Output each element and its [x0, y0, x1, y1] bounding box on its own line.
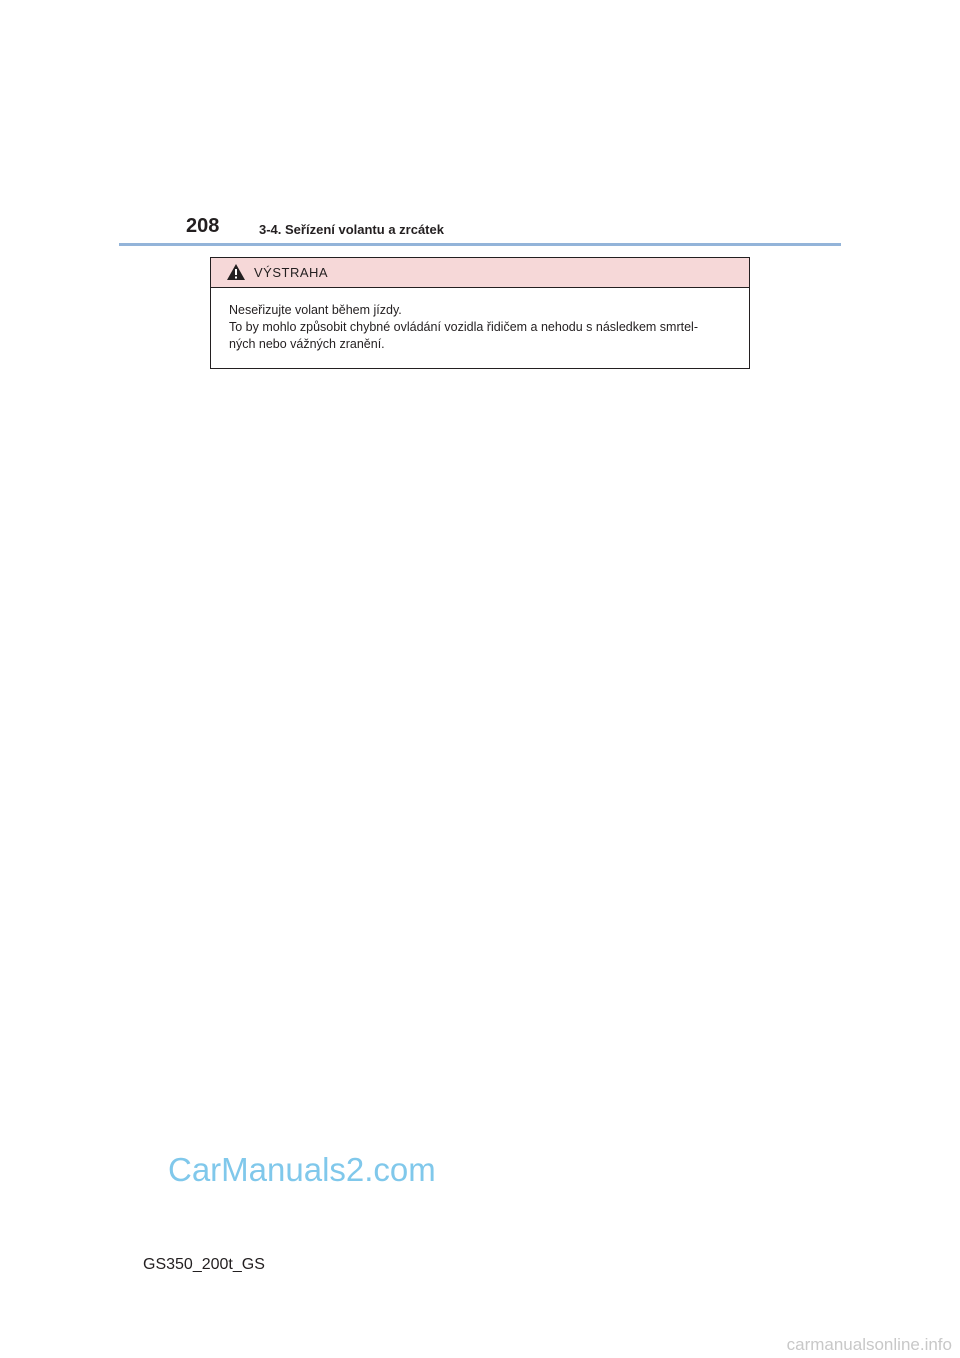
- warning-line: ných nebo vážných zranění.: [229, 337, 385, 351]
- footer-site-watermark[interactable]: carmanualsonline.info: [786, 1335, 952, 1354]
- page-header: [0, 0, 960, 250]
- warning-line: Neseřizujte volant během jízdy.: [229, 303, 402, 317]
- warning-triangle-icon: [226, 263, 246, 281]
- warning-header: [211, 258, 749, 288]
- page-number: 208: [186, 215, 220, 237]
- footer-model-code: GS350_200t_GS: [143, 1256, 265, 1273]
- header-divider: [119, 243, 841, 246]
- carmanuals-watermark[interactable]: CarManuals2.com: [168, 1151, 436, 1188]
- warning-body: [229, 302, 739, 353]
- warning-line: To by mohlo způsobit chybné ovládání vozidla řidičem a nehodu s následkem smrtel-: [229, 320, 698, 334]
- section-title: 3-4. Seřízení volantu a zrcátek: [259, 222, 444, 237]
- warning-title: VÝSTRAHA: [254, 265, 329, 280]
- warning-box: [210, 257, 750, 369]
